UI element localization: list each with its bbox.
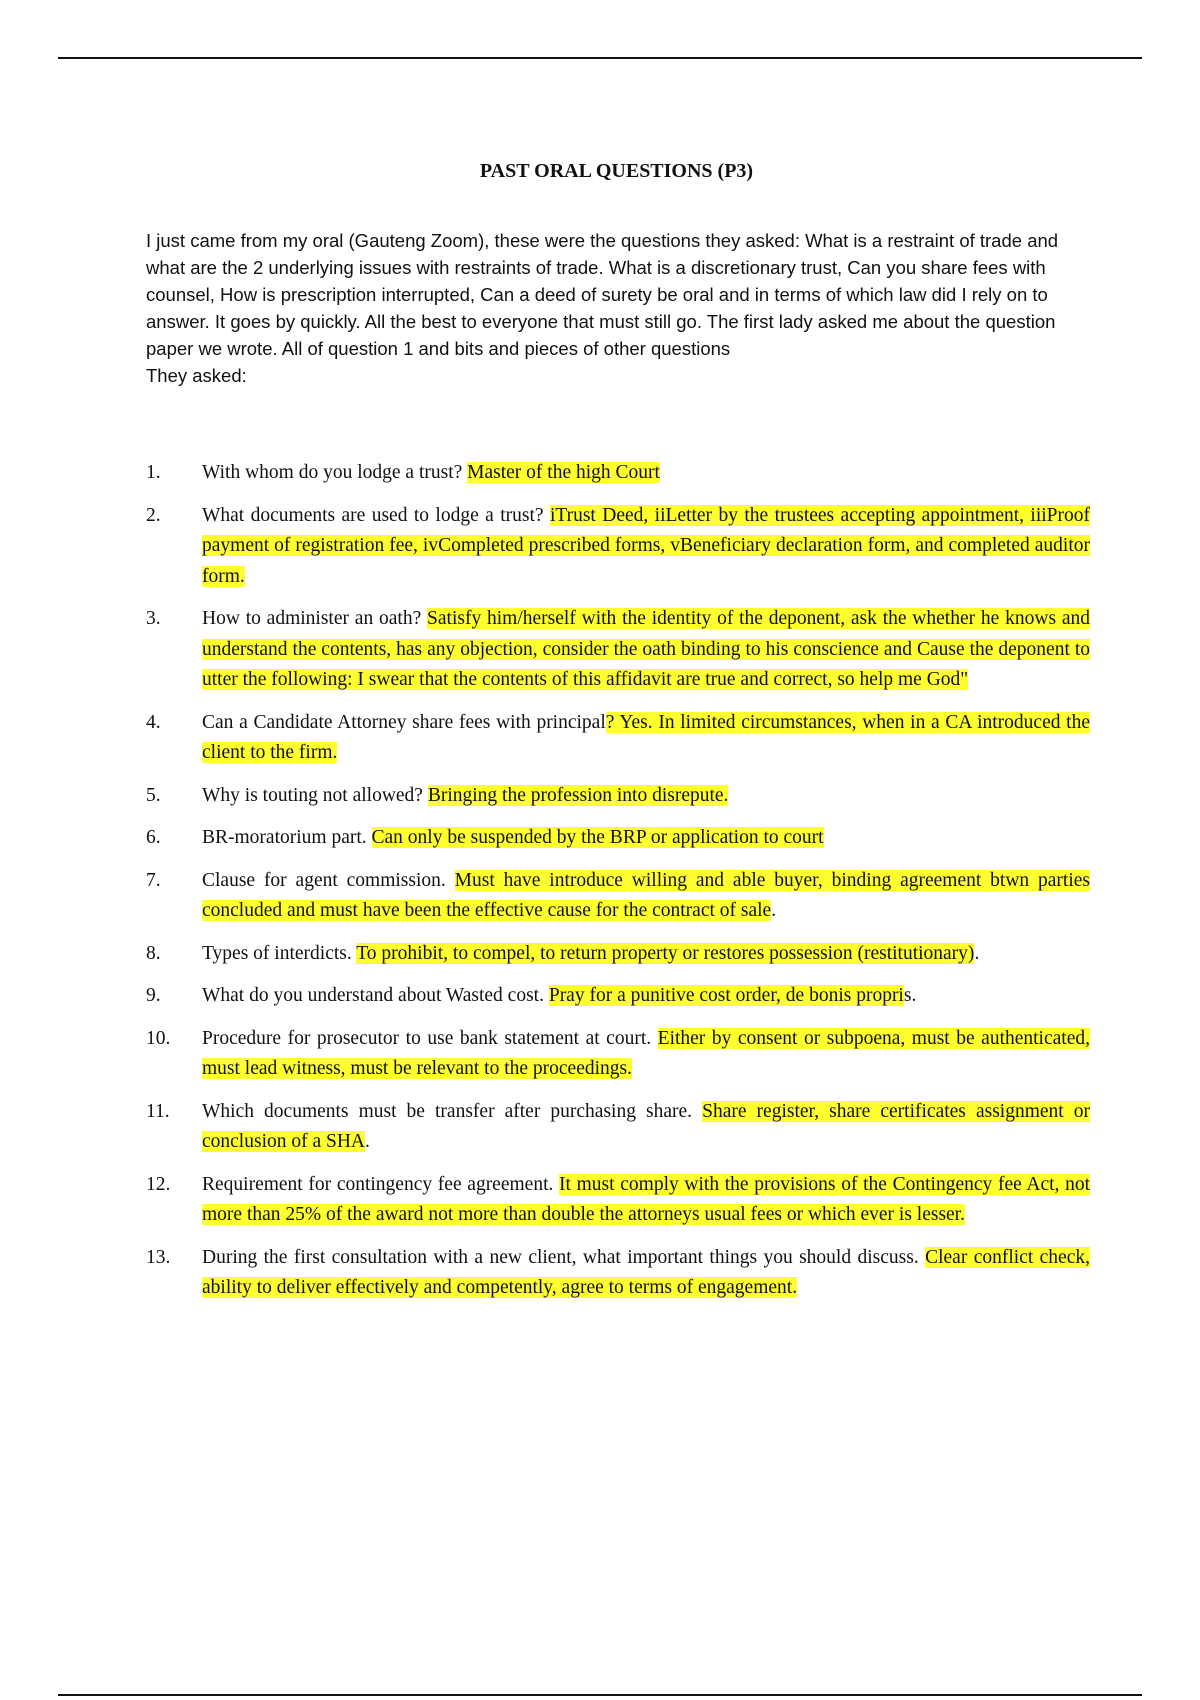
they-asked-label: They asked: xyxy=(146,365,247,386)
question-number: 5. xyxy=(146,784,161,806)
question-number: 6. xyxy=(146,827,161,848)
highlighted-answer: Share register, share certificates assignment or conclusion of a SHA xyxy=(202,1100,1090,1152)
question-text: BR-moratorium part. xyxy=(202,827,372,848)
question-text: Why is touting not allowed? xyxy=(202,784,428,806)
highlighted-answer: To prohibit, to compel, to return property or restores possession (restitutionary) xyxy=(356,942,975,964)
highlighted-answer: Clear conflict check, ability to deliver effectively and competently, agree to terms of engagement. xyxy=(202,1246,1090,1298)
question-item xyxy=(146,866,1090,927)
question-number: 2. xyxy=(146,504,161,526)
question-number: 10. xyxy=(146,1027,171,1049)
question-item xyxy=(146,939,1090,970)
question-number: 1. xyxy=(146,462,161,483)
question-item xyxy=(146,981,1090,1012)
highlighted-answer: iTrust Deed, iiLetter by the trustees accepting appointment, iiiProof payment of registration fee, ivCompleted prescribed forms, vBeneficiary declaration form, and completed auditor form. xyxy=(202,504,1090,587)
highlighted-answer: ? Yes. In limited circumstances, when in a CA introduced the client to the firm. xyxy=(202,711,1090,763)
answer-tail: . xyxy=(365,1131,370,1152)
question-item xyxy=(146,1024,1090,1085)
page-title: PAST ORAL QUESTIONS (P3) xyxy=(479,160,754,182)
question-item xyxy=(146,458,1090,489)
question-text: What do you understand about Wasted cost. xyxy=(202,985,549,1006)
question-text: Clause for agent commission. xyxy=(202,869,455,891)
question-item xyxy=(146,604,1090,696)
question-number: 7. xyxy=(146,869,161,891)
highlighted-answer: Satisfy him/herself with the identity of the deponent, ask the whether he knows and understand the contents, has any objection, consider the oath binding to his conscience and Cause the deponent to utter the following: I swear that the contents of this affidavit are true and correct, so help me God" xyxy=(202,608,1090,690)
question-text: How to administer an oath? xyxy=(202,608,428,629)
top-rule xyxy=(58,57,1142,59)
question-text: Procedure for prosecutor to use bank statement at court. xyxy=(202,1027,658,1049)
question-item xyxy=(146,781,1090,812)
question-number: 9. xyxy=(146,985,161,1006)
question-item xyxy=(146,1170,1090,1231)
answer-tail: . xyxy=(771,900,777,921)
question-text: What documents are used to lodge a trust? xyxy=(202,504,550,526)
question-number: 11. xyxy=(146,1100,170,1122)
question-item xyxy=(146,501,1090,593)
question-text: Types of interdicts. xyxy=(202,942,357,964)
question-item xyxy=(146,708,1090,769)
question-text: Can a Candidate Attorney share fees with principal xyxy=(202,711,606,733)
question-text: With whom do you lodge a trust? xyxy=(202,462,468,483)
intro-text xyxy=(146,227,1081,389)
highlighted-answer: Must have introduce willing and able buyer, binding agreement btwn parties concluded and must have been the effective cause for the contract of sale xyxy=(202,869,1090,921)
intro-paragraph: I just came from my oral (Gauteng Zoom), these were the questions they asked: What is a restraint of trade and what are the 2 underlying issues with restraints of trade. What is a discretionary trust, Can you share fees with counsel, How is prescription interrupted, Can a deed of surety be oral and in terms of which law did I rely on to answer. It goes by quickly. All the best to everyone that must still go. The first lady asked me about the question paper we wrote. All of question 1 and bits and pieces of other questions xyxy=(146,230,1059,359)
highlighted-answer: Can only be suspended by the BRP or application to court xyxy=(371,827,824,848)
bottom-rule xyxy=(58,1694,1142,1696)
question-number: 12. xyxy=(146,1173,171,1195)
highlighted-answer: Pray for a punitive cost order, de bonis propri xyxy=(548,985,904,1006)
question-number: 4. xyxy=(146,711,161,733)
highlighted-answer: Master of the high Court xyxy=(467,462,660,483)
question-number: 3. xyxy=(146,608,161,629)
question-text: During the first consultation with a new client, what important things you should discuss. xyxy=(202,1246,926,1268)
highlighted-answer: It must comply with the provisions of the Contingency fee Act, not more than 25% of the award not more than double the attorneys usual fees or which ever is lesser. xyxy=(202,1173,1091,1225)
highlighted-answer: Bringing the profession into disrepute. xyxy=(427,784,729,806)
answer-tail: s. xyxy=(903,985,917,1006)
question-number: 13. xyxy=(146,1246,171,1268)
question-item xyxy=(146,823,1090,854)
questions-list xyxy=(146,458,1090,1316)
question-item xyxy=(146,1243,1090,1304)
question-item xyxy=(146,1097,1090,1158)
answer-tail: . xyxy=(974,942,980,964)
highlighted-answer: Either by consent or subpoena, must be authenticated, must lead witness, must be relevant to the proceedings. xyxy=(202,1027,1090,1079)
question-number: 8. xyxy=(146,942,161,964)
question-text: Which documents must be transfer after purchasing share. xyxy=(202,1100,703,1122)
question-text: Requirement for contingency fee agreement. xyxy=(202,1173,560,1195)
